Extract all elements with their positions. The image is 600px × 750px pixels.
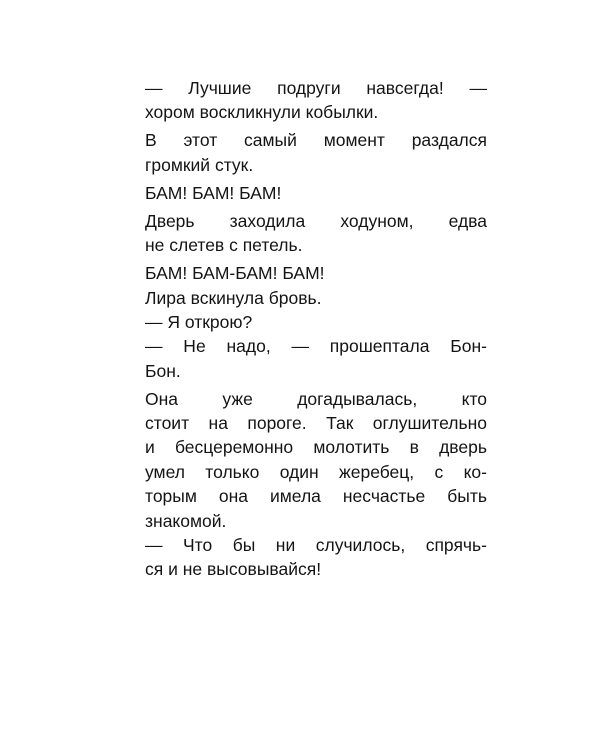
text-line: не слетев с петель. bbox=[145, 235, 303, 256]
text-line: умел только один жеребец, с ко- bbox=[145, 461, 487, 482]
page-text bbox=[145, 76, 487, 582]
text-line: БАМ! БАМ-БАМ! БАМ! bbox=[145, 263, 325, 284]
text-line: торым она имела несчастье быть bbox=[145, 486, 487, 507]
text-line: ся и не высовывайся! bbox=[145, 559, 322, 580]
text-line: знакомой. bbox=[145, 510, 227, 531]
text-line: громкий стук. bbox=[145, 154, 254, 175]
text-line: Бон. bbox=[145, 360, 181, 381]
text-line: Лира вскинула бровь. bbox=[145, 287, 322, 308]
text-line: и бесцеремонно молотить в дверь bbox=[145, 437, 487, 458]
text-line: — Лучшие подруги навсегда! — bbox=[145, 78, 487, 98]
text-line: Она уже догадывалась, кто bbox=[145, 388, 487, 409]
text-line: — Я открою? bbox=[145, 311, 253, 332]
text-line: — Не надо, — прошептала Бон- bbox=[145, 336, 487, 357]
text-line: В этот самый момент раздался bbox=[145, 130, 487, 151]
text-line: БАМ! БАМ! БАМ! bbox=[145, 182, 282, 203]
text-line: стоит на пороге. Так оглушительно bbox=[145, 413, 487, 434]
text-line: — Что бы ни случилось, спрячь- bbox=[145, 535, 487, 555]
text-line: Дверь заходила ходуном, едва bbox=[145, 210, 487, 231]
text-line: хором воскликнули кобылки. bbox=[145, 102, 379, 123]
